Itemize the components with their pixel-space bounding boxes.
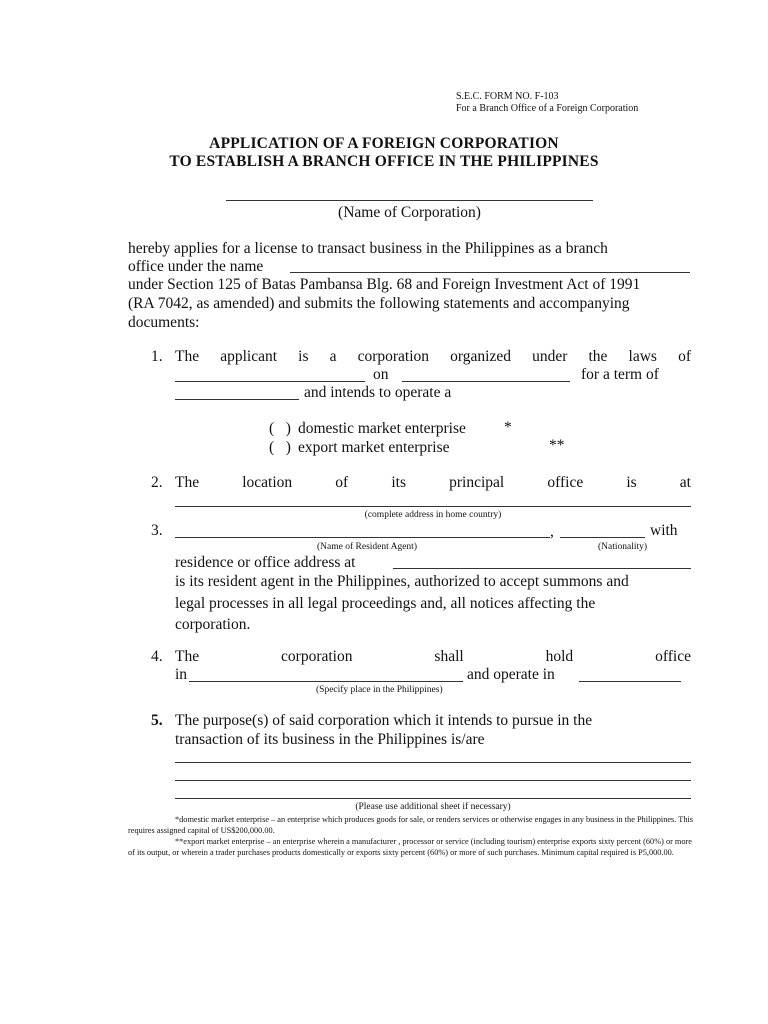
nationality-field[interactable] xyxy=(560,537,645,538)
item-1-word: is xyxy=(298,348,309,365)
item-3-number: 3. xyxy=(151,522,163,539)
item-5-line-1: The purpose(s) of said corporation which it intends to pursue in the xyxy=(175,712,593,729)
domestic-footnote-mark: * xyxy=(504,419,512,436)
footnote-domestic: *domestic market enterprise – an enterprise which produces goods for sale, or renders services or otherwise engages in any business in the Philippines. This requires assigned capital of US$200,000.00. xyxy=(128,815,694,835)
item-5-caption: (Please use additional sheet if necessary) xyxy=(355,802,511,812)
intro-line-3: under Section 125 of Batas Pambansa Blg. 68 and Foreign Investment Act of 1991 xyxy=(128,276,641,293)
item-1-word: The xyxy=(175,348,200,365)
page-title-line-1: APPLICATION OF A FOREIGN CORPORATION xyxy=(209,135,559,152)
item-2-line-1 xyxy=(175,474,691,492)
intro-line-2: office under the name xyxy=(128,258,264,275)
item-1-word: a xyxy=(329,348,337,365)
item-4-in: in xyxy=(175,666,188,683)
country-of-incorporation-field[interactable] xyxy=(175,381,365,382)
export-option-label: export market enterprise xyxy=(298,439,450,456)
item-2-caption: (complete address in home country) xyxy=(364,510,502,520)
item-2-number: 2. xyxy=(151,474,163,491)
item-2-word: The xyxy=(175,474,200,491)
item-1-number: 1. xyxy=(151,348,163,365)
item-3-comma: , xyxy=(550,523,554,540)
corporation-name-caption: (Name of Corporation) xyxy=(338,204,481,221)
item-4-word: corporation xyxy=(281,648,353,665)
item-5-line-2: transaction of its business in the Philippines is/are xyxy=(175,731,485,748)
item-4-word: shall xyxy=(434,648,464,665)
item-4-word: The xyxy=(175,648,200,665)
purpose-field-line-2[interactable] xyxy=(175,780,691,781)
item-2-word: of xyxy=(335,474,349,491)
item-1-on: on xyxy=(373,366,389,383)
form-purpose: For a Branch Office of a Foreign Corporation xyxy=(456,103,639,114)
item-1-line-1 xyxy=(175,348,691,366)
purpose-field-line-3[interactable] xyxy=(175,798,691,799)
item-1-word: corporation xyxy=(357,348,430,365)
item-3-line-2: residence or office address at xyxy=(175,554,356,571)
page-title-line-2: TO ESTABLISH A BRANCH OFFICE IN THE PHILIPPINES xyxy=(169,153,599,170)
item-3-line-5: corporation. xyxy=(175,616,251,633)
resident-agent-field[interactable] xyxy=(175,537,550,538)
agent-address-field[interactable] xyxy=(393,568,691,569)
purpose-field-line-1[interactable] xyxy=(175,762,691,763)
item-3-line-3: is its resident agent in the Philippines, authorized to accept summons and xyxy=(175,573,629,590)
item-1-word: organized xyxy=(450,348,511,365)
item-2-word: is xyxy=(626,474,637,491)
item-1-word: applicant xyxy=(220,348,278,365)
branch-name-field[interactable] xyxy=(290,272,690,273)
item-1-word: laws xyxy=(628,348,657,365)
intro-line-5: documents: xyxy=(128,314,200,331)
footnote-export: **export market enterprise – an enterprise wherein a manufacturer , processor or service (including tourism) enterprise exports sixty percent (60%) or more of its output, or wherein a trader purchases products domestically or exports sixty percent (60%) or more of such purchases. Minimum capital required is P5,000.00. xyxy=(128,837,692,857)
item-2-word: office xyxy=(547,474,584,491)
item-1-word: of xyxy=(678,348,691,365)
item-5-number: 5. xyxy=(151,712,163,729)
nationality-caption: (Nationality) xyxy=(598,542,648,552)
intro-line-1: hereby applies for a license to transact business in the Philippines as a branch xyxy=(128,240,608,257)
export-checkbox[interactable]: ( ) xyxy=(269,439,291,456)
item-3-with: with xyxy=(650,522,678,539)
domestic-option-label: domestic market enterprise xyxy=(298,420,466,437)
resident-agent-caption: (Name of Resident Agent) xyxy=(317,542,417,552)
intro-line-4: (RA 7042, as amended) and submits the following statements and accompanying xyxy=(128,295,630,312)
item-4-word: office xyxy=(655,648,691,665)
operate-place-field[interactable] xyxy=(579,681,681,682)
corporation-name-field[interactable] xyxy=(226,200,593,201)
item-2-word: its xyxy=(391,474,406,491)
item-1-word: the xyxy=(588,348,608,365)
item-4-line-1 xyxy=(175,648,691,666)
item-2-word: at xyxy=(679,474,691,491)
item-1-intends: and intends to operate a xyxy=(304,384,452,401)
item-1-word: under xyxy=(532,348,568,365)
item-1-term-label: for a term of xyxy=(581,366,659,383)
term-field[interactable] xyxy=(175,399,299,400)
office-place-field[interactable] xyxy=(189,681,463,682)
form-number: S.E.C. FORM NO. F-103 xyxy=(456,91,559,102)
export-footnote-mark: ** xyxy=(549,437,565,454)
item-4-operate-in: and operate in xyxy=(467,666,555,683)
item-4-caption: (Specify place in the Philippines) xyxy=(316,685,443,695)
item-2-word: location xyxy=(242,474,293,491)
domestic-checkbox[interactable]: ( ) xyxy=(269,420,291,437)
item-4-word: hold xyxy=(545,648,574,665)
item-2-word: principal xyxy=(449,474,505,491)
principal-office-field[interactable] xyxy=(175,506,691,507)
incorporation-date-field[interactable] xyxy=(402,381,570,382)
item-4-number: 4. xyxy=(151,648,163,665)
item-3-line-4: legal processes in all legal proceedings and, all notices affecting the xyxy=(175,595,596,612)
